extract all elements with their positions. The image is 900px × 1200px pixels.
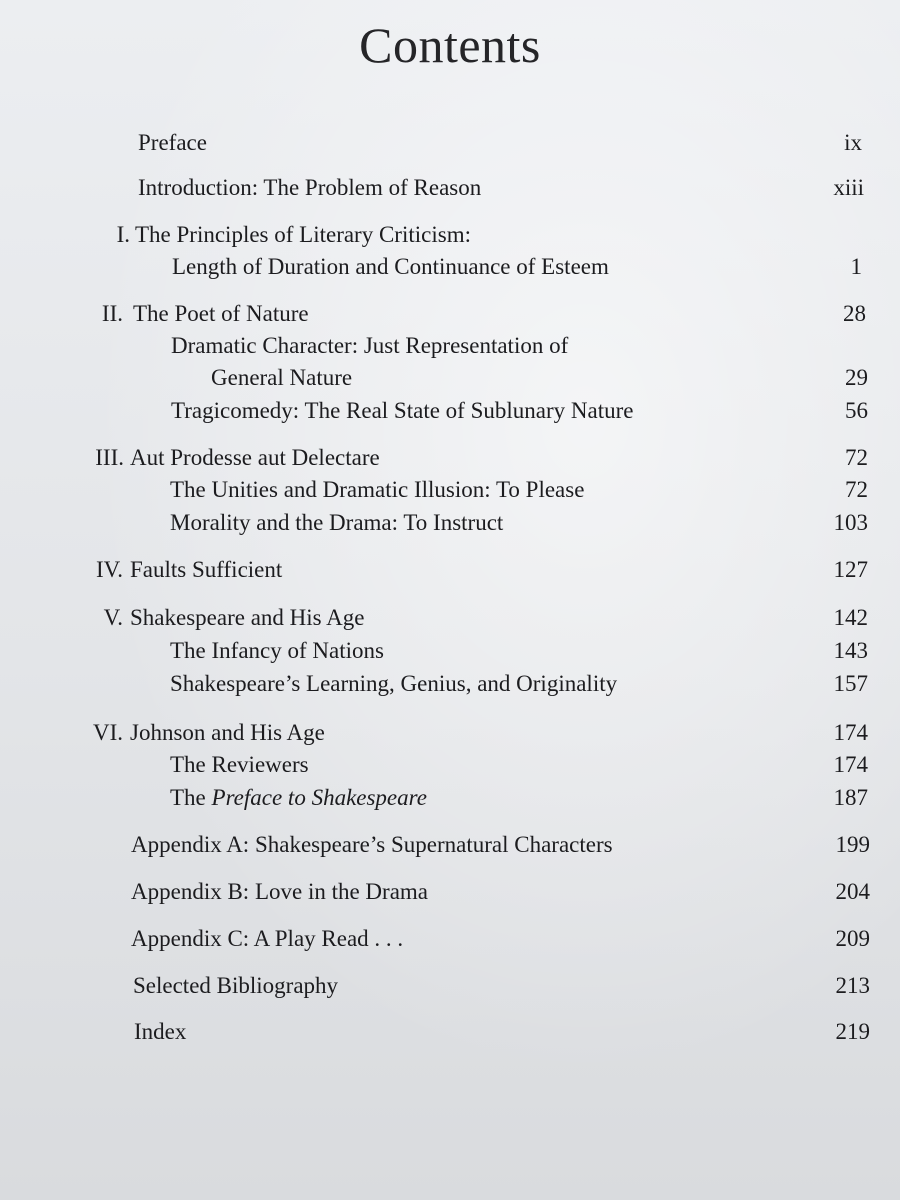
toc-entry-bibliography bbox=[0, 969, 900, 1003]
toc-subentry bbox=[0, 634, 900, 668]
chapter-numeral: VI. bbox=[92, 720, 123, 745]
toc-entry-page: 174 bbox=[833, 752, 868, 777]
toc-subentry bbox=[0, 361, 900, 395]
toc-entry-index bbox=[0, 1015, 900, 1049]
toc-entry-page: 103 bbox=[833, 510, 868, 535]
chapter-numeral: II. bbox=[101, 301, 123, 326]
toc-subentry bbox=[0, 748, 900, 782]
chapter-numeral: V. bbox=[103, 605, 123, 630]
toc-entry-page: ix bbox=[844, 130, 862, 155]
toc-entry-title: Appendix C: A Play Read . . . bbox=[131, 926, 404, 951]
toc-entry-title: Appendix A: Shakespeare’s Supernatural Characters bbox=[131, 832, 613, 857]
toc-entry-chapter-5 bbox=[0, 601, 900, 635]
toc-entry-appendix-a bbox=[0, 828, 900, 862]
toc-entry-title: The Poet of Nature bbox=[133, 301, 309, 326]
toc-entry-page: 187 bbox=[833, 785, 868, 810]
toc-entry-title: Johnson and His Age bbox=[130, 720, 325, 745]
toc-entry-page: 72 bbox=[845, 477, 868, 502]
toc-entry-title-prefix: The bbox=[170, 785, 212, 810]
toc-entry-title: Length of Duration and Continuance of Esteem bbox=[172, 254, 609, 279]
toc-entry-page: 1 bbox=[850, 254, 862, 279]
toc-subentry bbox=[0, 473, 900, 507]
toc-entry-title bbox=[170, 781, 427, 815]
toc-entry-chapter-3 bbox=[0, 441, 900, 475]
toc-subentry bbox=[0, 329, 900, 363]
toc-entry-chapter-2 bbox=[0, 297, 900, 331]
toc-entry-title: Tragicomedy: The Real State of Sublunary Nature bbox=[171, 398, 634, 423]
toc-entry-title: Preface bbox=[138, 130, 207, 155]
toc-entry-page: 72 bbox=[845, 445, 868, 470]
toc-entry-page: 157 bbox=[833, 671, 868, 696]
toc-subentry bbox=[0, 781, 900, 815]
toc-entry-preface bbox=[0, 126, 900, 160]
toc-entry-chapter-1-subtitle bbox=[0, 250, 900, 284]
toc-entry-appendix-c bbox=[0, 922, 900, 956]
toc-entry-page: 204 bbox=[835, 879, 870, 904]
toc-entry-title: Appendix B: Love in the Drama bbox=[131, 879, 429, 904]
toc-subentry bbox=[0, 506, 900, 540]
toc-entry-page: 199 bbox=[835, 832, 870, 857]
toc-entry-page: 219 bbox=[835, 1019, 870, 1044]
toc-entry-title: General Nature bbox=[211, 365, 353, 390]
chapter-numeral: IV. bbox=[95, 557, 123, 582]
toc-entry-title: Morality and the Drama: To Instruct bbox=[170, 510, 504, 535]
toc-entry-page: 29 bbox=[845, 365, 868, 390]
toc-entry-chapter-4 bbox=[0, 553, 900, 587]
toc-entry-title: Dramatic Character: Just Representation of bbox=[171, 333, 569, 358]
toc-entry-title: Shakespeare and His Age bbox=[130, 605, 365, 630]
toc-entry-page: 127 bbox=[833, 557, 868, 582]
toc-entry-title: Faults Sufficient bbox=[130, 557, 283, 582]
toc-entry-page: 28 bbox=[843, 301, 866, 326]
toc-entry-title: The Reviewers bbox=[170, 752, 309, 777]
toc-entry-title: Introduction: The Problem of Reason bbox=[138, 175, 482, 200]
toc-entry-title: The Unities and Dramatic Illusion: To Please bbox=[170, 477, 585, 502]
toc-entry-introduction bbox=[0, 171, 900, 205]
chapter-numeral: III. bbox=[95, 445, 124, 470]
toc-entry-appendix-b bbox=[0, 875, 900, 909]
toc-entry-title: Aut Prodesse aut Delectare bbox=[130, 445, 380, 470]
toc-entry-page: 209 bbox=[835, 926, 870, 951]
toc-entry-page: 142 bbox=[833, 605, 868, 630]
toc-entry-title-italic: Preface to Shakespeare bbox=[211, 785, 427, 810]
toc-entry-page: 56 bbox=[845, 398, 868, 423]
toc-entry-page: xiii bbox=[833, 175, 864, 200]
toc-entry-title: Selected Bibliography bbox=[133, 973, 339, 998]
toc-entry-page: 174 bbox=[833, 720, 868, 745]
toc-entry-title: The Infancy of Nations bbox=[170, 638, 384, 663]
toc-subentry bbox=[0, 667, 900, 701]
toc-entry-chapter-6 bbox=[0, 716, 900, 750]
toc-entry-page: 143 bbox=[833, 638, 868, 663]
toc-entry-title: Index bbox=[134, 1019, 187, 1044]
page-title: Contents bbox=[359, 17, 541, 73]
chapter-numeral: I. bbox=[116, 222, 130, 247]
toc-entry-page: 213 bbox=[835, 973, 870, 998]
toc-entry-title: Shakespeare’s Learning, Genius, and Originality bbox=[170, 671, 618, 696]
toc-entry-chapter-1 bbox=[0, 218, 900, 252]
toc-entry-title: The Principles of Literary Criticism: bbox=[135, 222, 471, 247]
toc-subentry bbox=[0, 394, 900, 428]
